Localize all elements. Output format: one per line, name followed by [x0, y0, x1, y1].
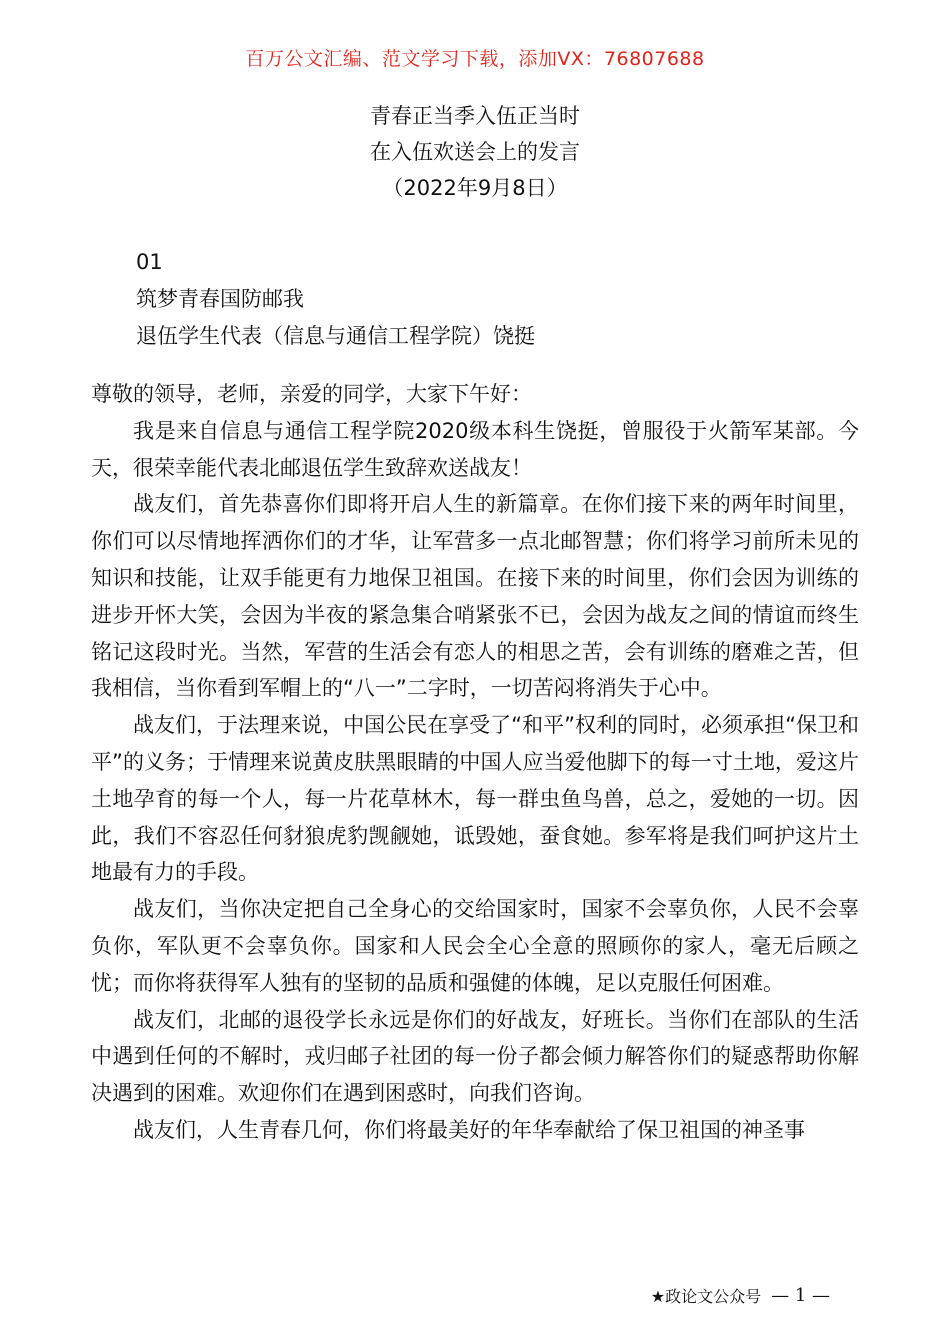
document-date: （2022年9月8日） [382, 176, 568, 200]
paragraph: 战友们，于法理来说，中国公民在享受了“和平”权利的同时，必须承担“保卫和平”的义务；于情理来说黄皮肤黑眼睛的中国人应当爱他脚下的每一寸土地，爱这片土地孕育的每一个人，每一片花草林木，每一群虫鱼鸟兽，总之，爱她的一切。因此，我们不容忍任何豺狼虎豹觊觎她，诋毁她，蚕食她。参军将是我们呵护这片土地最有力的手段。 [91, 713, 859, 885]
footer-source: ★政论文公众号 [650, 1287, 762, 1306]
section-header [136, 244, 535, 355]
paragraph: 战友们，人生青春几何，你们将最美好的年华奉献给了保卫祖国的神圣事 [133, 1117, 805, 1142]
paragraph: 我是来自信息与通信工程学院2020级本科生饶挺，曾服役于火箭军某部。今天，很荣幸能代表北邮退伍学生致辞欢送战友！ [91, 418, 859, 480]
paragraph: 战友们，当你决定把自己全身心的交给国家时，国家不会辜负你，人民不会辜负你，军队更不会辜负你。国家和人民会全心全意的照顾你的家人，毫无后顾之忧；而你将获得军人独有的坚韧的品质和强健的体魄，足以克服任何困难。 [91, 897, 859, 995]
page-number: — 1 — [771, 1285, 830, 1306]
watermark-banner: 百万公文汇编、范文学习下载，添加VX：76807688 [245, 48, 705, 70]
paragraph: 战友们，北邮的退役学长永远是你们的好战友，好班长。当你们在部队的生活中遇到任何的不解时，戎归邮子社团的每一份子都会倾力解答你们的疑惑帮助你解决遇到的困难。欢迎你们在遇到困惑时，向我们咨询。 [91, 1007, 859, 1106]
salutation: 尊敬的领导，老师，亲爱的同学，大家下午好： [91, 382, 532, 406]
paragraph: 战友们，首先恭喜你们即将开启人生的新篇章。在你们接下来的两年时间里，你们可以尽情地挥洒你们的才华，让军营多一点北邮智慧；你们将学习前所未见的知识和技能，让双手能更有力地保卫祖国。在接下来的时间里，你们会因为训练的进步开怀大笑，会因为半夜的紧急集合哨紧张不已，会因为战友之间的情谊而终生铭记这段时光。当然，军营的生活会有恋人的相思之苦，会有训练的磨难之苦，但我相信，当你看到军帽上的“八一”二字时，一切苦闷将消失于心中。 [91, 492, 859, 701]
document-title-block [0, 98, 950, 206]
document-title: 青春正当季入伍正当时 [370, 104, 580, 128]
section-number: 01 [136, 250, 163, 274]
page-footer [651, 1284, 830, 1307]
speech-body [91, 376, 859, 1149]
section-heading: 筑梦青春国防邮我 [136, 287, 304, 311]
document-subtitle: 在入伍欢送会上的发言 [370, 140, 580, 164]
speaker-line: 退伍学生代表（信息与通信工程学院）饶挺 [136, 324, 535, 348]
